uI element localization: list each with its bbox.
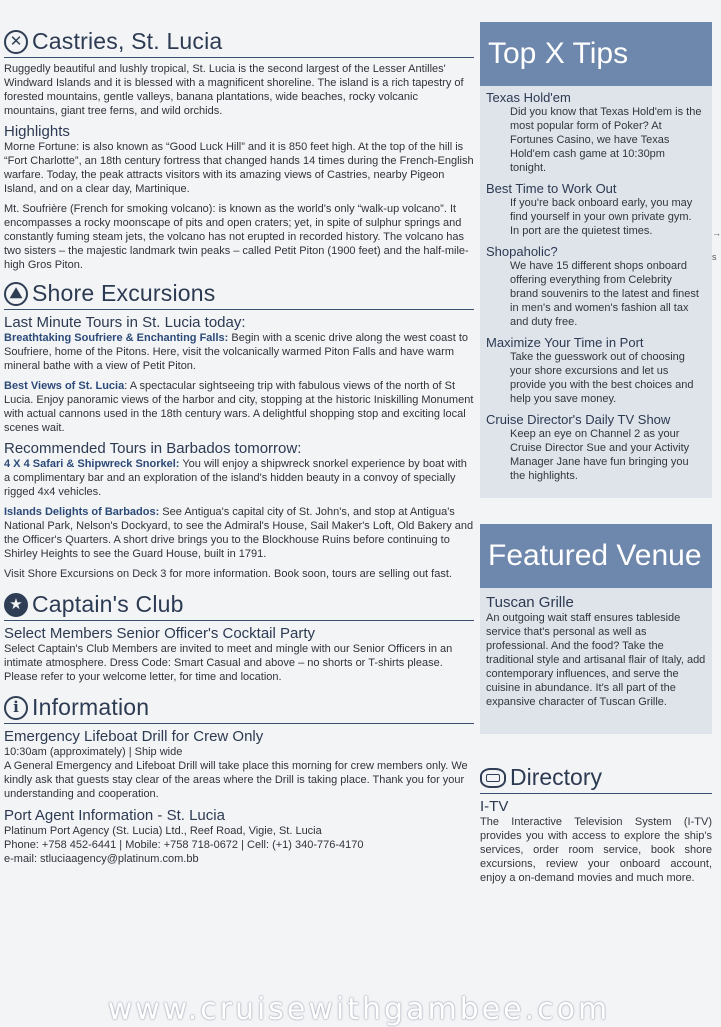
- information-title: Information: [32, 694, 150, 720]
- port-agent-title: Port Agent Information - St. Lucia: [4, 807, 225, 824]
- tour-barbados: [4, 505, 474, 561]
- venue-name: Tuscan Grille: [486, 594, 574, 611]
- visit-note: Visit Shore Excursions on Deck 3 for more information. Book soon, tours are selling out fast.: [4, 568, 452, 580]
- venue-box: [480, 588, 712, 734]
- tour-best-views-name: Best Views of St. Lucia: [4, 380, 125, 392]
- tip-text-workout: If you're back onboard early, you may find yourself in your own private gym. In port are the quietest times.: [510, 197, 693, 237]
- tip-text-tv-show: Keep an eye on Channel 2 as your Cruise Director Sue and your Activity Manager Jane have fun bringing you the highlights.: [510, 428, 690, 482]
- captains-header: [4, 591, 474, 621]
- directory-header: [480, 764, 712, 794]
- venue-text: An outgoing wait staff ensures tableside service that's personal as well as professional. And the food? Take the traditional style and artisanal flair of Italy, add contemporary influences, and serve the cuisine in abundance. It's all part of the expansive character of Tuscan Grille.: [486, 612, 706, 708]
- tip-title-workout: Best Time to Work Out: [486, 181, 617, 196]
- tips-banner: Top X Tips: [480, 22, 712, 86]
- star-icon: ★: [4, 593, 28, 617]
- tip-text-maximize: Take the guesswork out of choosing your shore excursions and let us provide you with the best choices and help you save money.: [510, 351, 694, 405]
- itv-text: The Interactive Television System (I-TV) provides you with access to explore the ship's services, order room service, book shore excursions, review your onboard account, enjoy a on-demand movies and much more.: [480, 816, 712, 884]
- info-icon: i: [4, 696, 28, 720]
- watermark: www.cruisewithgambee.com: [107, 992, 611, 1027]
- drill-text: A General Emergency and Lifeboat Drill will take place this morning for crew members only. We kindly ask that guests stay clear of the areas where the Drill is taking place. Thank you for your understanding and cooperation.: [4, 760, 468, 800]
- tour-best-views-text: : A spectacular sightseeing trip with fabulous views of the north of St Lucia. Enjoy panoramic views of the harbor and city, stopping at the historic Iniskilling Monument with actual cannons used in the 18th century wars. A delightful shopping stop and exciting local scenes wait.: [4, 380, 474, 434]
- tour-safari-text: You will enjoy a shipwreck snorkel experience by boat with a complimentary bar and an exploration of the island's hidden beauty in a convoy of specially rigged 4x4 vehicles.: [4, 458, 467, 498]
- tip-text-shopaholic: We have 15 different shops onboard offering everything from Celebrity brand souvenirs to the latest and finest in men's and women's fashion all tax and duty free.: [510, 260, 699, 328]
- x-circle-icon: ✕: [4, 30, 28, 54]
- shore-title: Shore Excursions: [32, 280, 216, 306]
- tip-title-shopaholic: Shopaholic?: [486, 244, 558, 259]
- venue-banner: Featured Venue: [480, 524, 712, 588]
- tip-title-texas: Texas Hold'em: [486, 90, 571, 105]
- mountain-icon: ⛰: [4, 282, 28, 306]
- tips-panel: [480, 22, 712, 498]
- tour-soufriere-name: Breathtaking Soufriere & Enchanting Falls:: [4, 332, 229, 344]
- venue-panel: [480, 524, 712, 734]
- tour-best-views: [4, 379, 474, 435]
- tip-title-maximize: Maximize Your Time in Port: [486, 335, 644, 350]
- tip-text-texas: Did you know that Texas Hold'em is the most popular form of Poker? At Fortunes Casino, we have Texas Hold'em cash game at 10:30pm tonight.: [510, 106, 702, 174]
- highlights-title: Highlights: [4, 123, 70, 140]
- cocktail-party-title: Select Members Senior Officer's Cocktail Party: [4, 625, 316, 642]
- tip-title-tv-show: Cruise Director's Daily TV Show: [486, 412, 671, 427]
- last-minute-title: Last Minute Tours in St. Lucia today:: [4, 314, 246, 331]
- tour-safari: [4, 457, 474, 499]
- edge-arrow-mark: →: [712, 228, 721, 238]
- tour-barbados-name: Islands Delights of Barbados:: [4, 506, 160, 518]
- port-agent-address: Platinum Port Agency (St. Lucia) Ltd., Reef Road, Vigie, St. Lucia: [4, 825, 322, 837]
- port-agent-phone: Phone: +758 452-6441 | Mobile: +758 718-0672 | Cell: (+1) 340-776-4170: [4, 839, 364, 851]
- directory-title: Directory: [510, 764, 603, 790]
- edge-letter-mark: s: [712, 252, 717, 262]
- captains-title: Captain's Club: [32, 591, 184, 617]
- highlight-mt-soufriere: Mt. Soufrière (French for smoking volcano): is known as the world's only “walk-up volcano”. It encompasses a rocky moonscape of pits and open craters; yet, in spite of sulphur springs and constantly fuming steam jets, the volcano has not erupted in recorded history. The volcano has two sisters – the majestic landmark twin peaks – called Petit Piton (1900 feet) and the half-mile-high Gros Piton.: [4, 203, 469, 271]
- castries-title: Castries, St. Lucia: [32, 28, 223, 54]
- tips-box: [480, 86, 712, 498]
- shore-header: [4, 280, 474, 310]
- tv-icon: [480, 768, 506, 788]
- directory-panel: [480, 764, 712, 885]
- information-header: [4, 694, 474, 724]
- tour-soufriere-text: Begin with a scenic drive along the west coast to Soufriere, home of the Pitons. Here, visit the volcanically warmed Piton Falls and have warm mineral bathe with a view of Petit Piton.: [4, 332, 469, 372]
- highlight-morne-fortune: Morne Fortune: is also known as “Good Luck Hill” and it is 850 feet high. At the top of the hill is “Fort Charlotte”, an 18th century fortress that changed hands 14 times during the French-English warfare. Today, the peak attracts visitors with its amazing views of Castries, nearby Pigeon Island, and on a clear day, Martinique.: [4, 141, 474, 195]
- itv-title: I-TV: [480, 798, 509, 815]
- castries-intro: Ruggedly beautiful and lushly tropical, St. Lucia is the second largest of the Lesser Antilles' Windward Islands and it is blessed with a magnificent shoreline. The island is a rich tapestry of forested mountains, gentle valleys, banana plantations, wide beaches, rocky volcanic mountains, giant tree ferns, and wild orchids.: [4, 63, 464, 117]
- tour-barbados-text: See Antigua's capital city of St. John's, and stop at Antigua's National Park, Nelson's Dockyard, to see the Admiral's House, Sail Maker's Loft, Old Bakery and the Officer's Quarters. A short drive brings you to the Blockhouse Ruins before continuing to Shirley Heights to see the Guard House, built in 1791.: [4, 506, 474, 560]
- left-column: [4, 28, 474, 866]
- drill-title: Emergency Lifeboat Drill for Crew Only: [4, 728, 264, 745]
- recommended-title: Recommended Tours in Barbados tomorrow:: [4, 440, 302, 457]
- drill-time: 10:30am (approximately) | Ship wide: [4, 746, 183, 758]
- port-agent-email[interactable]: e-mail: stluciaagency@platinum.com.bb: [4, 853, 199, 865]
- cocktail-party-text: Select Captain's Club Members are invited to meet and mingle with our Senior Officers in an intimate atmosphere. Dress Code: Smart Casual and above – no shorts or T-shirts please. Please refer to your welcome letter, for time and location.: [4, 643, 453, 683]
- tour-soufriere: [4, 331, 474, 373]
- tour-safari-name: 4 X 4 Safari & Shipwreck Snorkel:: [4, 458, 180, 470]
- castries-header: [4, 28, 474, 58]
